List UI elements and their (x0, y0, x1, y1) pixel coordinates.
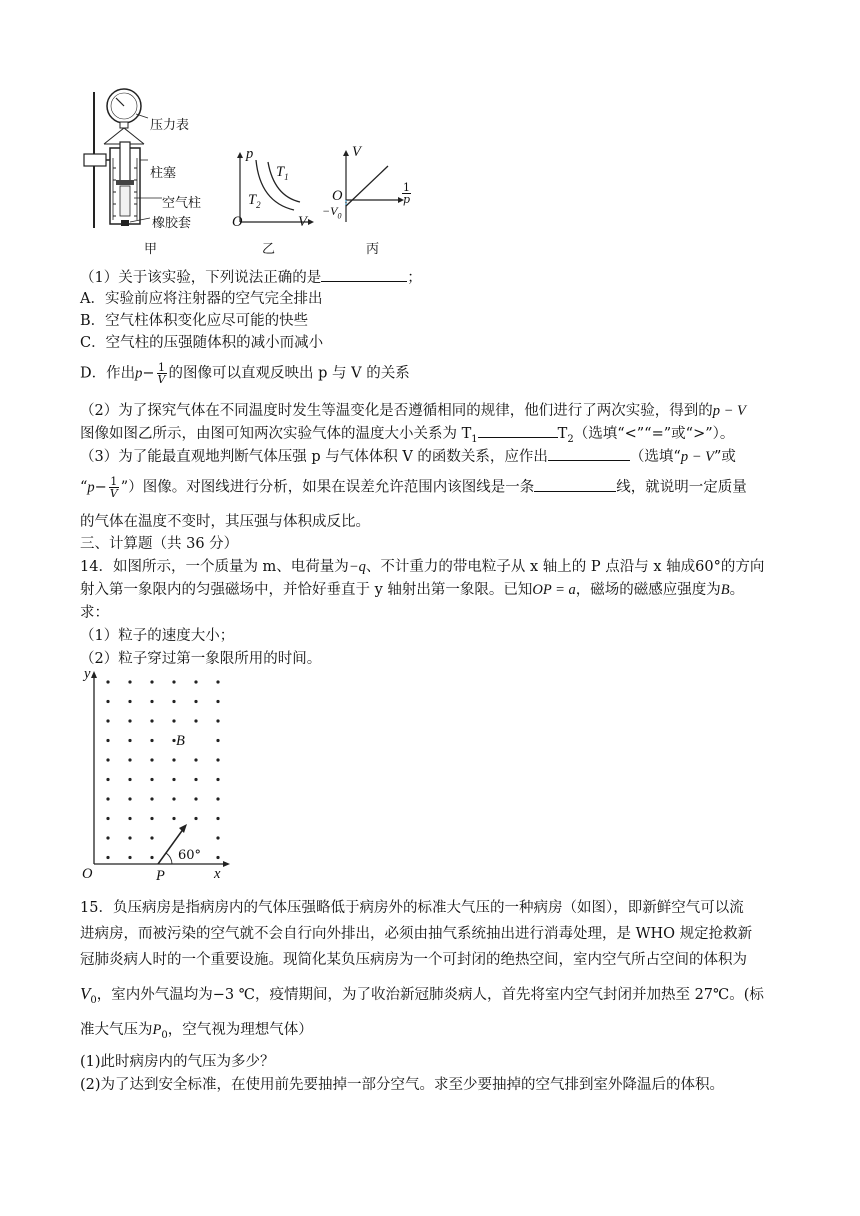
q13-option-a: A．实验前应将注射器的空气完全排出 (80, 291, 323, 307)
field-dot (150, 719, 153, 722)
field-dot (216, 817, 219, 820)
label-air-column: 空气柱 (162, 196, 202, 211)
q15-question1: (1)此时病房内的气压为多少？ (80, 1054, 275, 1070)
field-dot (194, 680, 197, 683)
field-dot (172, 700, 175, 703)
pv-t1-label: $T_1$ (276, 164, 289, 182)
q13-part1: （1）关于该实验，下列说法正确的是 ； (80, 267, 422, 288)
field-dot (150, 856, 153, 859)
field-dot (194, 758, 197, 761)
field-dot (172, 680, 175, 683)
field-dot (216, 739, 219, 742)
field-dot (106, 758, 109, 761)
q15-question2: (2)为了达到安全标准，在使用前先要抽掉一部分空气。求至少要抽掉的空气排到室外降温后的体积。 (80, 1077, 725, 1093)
field-dot (150, 836, 153, 839)
fig-b-label: B (176, 733, 185, 749)
field-dot (106, 700, 109, 703)
label-piston: 柱塞 (150, 166, 177, 181)
field-dot (106, 680, 109, 683)
fig-x-label: x (214, 866, 221, 882)
pv-origin: O (232, 214, 243, 230)
field-dot (194, 719, 197, 722)
field-dot (128, 680, 131, 683)
q13-option-d: D．作出p− $\frac{1}{V}$ 的图像可以直观反映出 p 与 V 的关系 (80, 361, 410, 386)
q14-question2: （2）粒子穿过第一象限所用的时间。 (80, 651, 322, 667)
field-dot (216, 719, 219, 722)
q15-line2: 进病房，而被污染的空气就不会自行向外排出，必须由抽气系统抽出进行消毒处理，是 WHO 规定抢救新 (80, 926, 753, 942)
field-dot (150, 680, 153, 683)
q13-part3-line1: （3）为了能最直观地判断气体压强 p 与气体体积 V 的函数关系，应作出 （选填“p − V”或 (80, 446, 736, 467)
field-dot (216, 700, 219, 703)
field-dot (128, 778, 131, 781)
field-dot (128, 719, 131, 722)
field-dot (194, 778, 197, 781)
fig-y-label: y (84, 666, 91, 682)
field-dot (128, 739, 131, 742)
field-dot (128, 856, 131, 859)
q15-line1: 15．负压病房是指病房内的气体压强略低于病房外的标准大气压的一种病房（如图），即新鲜空气可以流 (80, 900, 744, 916)
q13-part2-line2: 图像如图乙所示，由图可知两次实验气体的温度大小关系为 $T_1$ $T_2$（选填“<”“=”或“>”）。 (80, 423, 734, 450)
field-dot (172, 758, 175, 761)
q15-line5: 准大气压为$P_0$，空气视为理想气体） (80, 1022, 313, 1041)
field-dot (216, 797, 219, 800)
field-dot (106, 836, 109, 839)
q14-line1: 14．如图所示，一个质量为 m、电荷量为−q、不计重力的带电粒子从 x 轴上的 P 点沿与 x 轴成60°的方向 (80, 559, 765, 575)
q15-line3: 冠肺炎病人时的一个重要设施。现简化某负压病房为一个可封闭的绝热空间，室内空气所占空间的体积为 (80, 952, 747, 968)
q15-line4: $V_0$，室内外气温均为−3 ℃，疫情期间，为了收治新冠肺炎病人，首先将室内空气封闭并加热至 27℃。(标 (80, 984, 764, 1006)
q13-part3-line3: 的气体在温度不变时，其压强与体积成反比。 (80, 514, 370, 530)
vp-neg-v0: $-V_0$ (322, 204, 342, 221)
label-rubber-cap: 橡胶套 (152, 216, 192, 231)
field-dot (172, 778, 175, 781)
field-dot (150, 817, 153, 820)
field-dot (128, 700, 131, 703)
field-dot (128, 817, 131, 820)
field-dot (172, 817, 175, 820)
field-dot (106, 739, 109, 742)
field-dot (128, 797, 131, 800)
pv-axis-p: p (246, 146, 254, 162)
q14-question1: （1）粒子的速度大小； (80, 628, 235, 644)
q13-part2-line1: （2）为了探究气体在不同温度时发生等温变化是否遵循相同的规律，他们进行了两次实验，得到的p − V (80, 403, 746, 419)
field-dot (172, 719, 175, 722)
caption-jia: 甲 (144, 242, 158, 257)
field-dot (216, 836, 219, 839)
field-dot (106, 856, 109, 859)
q14-line2: 射入第一象限内的匀强磁场中，并恰好垂直于 y 轴射出第一象限。已知OP = a，磁场的磁感应强度为B。 (80, 582, 745, 598)
fig-p-label: P (156, 868, 165, 884)
q13-option-c: C．空气柱的压强随体积的减小而减小 (80, 335, 324, 351)
field-dot (194, 817, 197, 820)
q14-line3: 求： (80, 605, 109, 621)
field-dot (128, 836, 131, 839)
figure-row (70, 88, 430, 258)
field-dot (150, 700, 153, 703)
field-dots (106, 680, 219, 859)
field-dot (150, 739, 153, 742)
field-dot (216, 778, 219, 781)
field-dot (172, 797, 175, 800)
vp-axis-inverse-p: $\frac{1}{p}$ (403, 181, 411, 206)
field-dot (150, 778, 153, 781)
field-dot (216, 856, 219, 859)
vp-origin: O (332, 188, 343, 204)
field-dot (106, 817, 109, 820)
section-heading: 三、计算题（共 36 分） (80, 536, 239, 552)
field-dot (216, 758, 219, 761)
caption-yi: 乙 (262, 242, 276, 257)
q13-part3-line2: “p− $\frac{1}{V}$ ”）图像。对图线进行分析，如果在误差允许范围内该图线是一条 线，就说明一定质量 (80, 475, 747, 500)
field-dot (194, 700, 197, 703)
field-dot (106, 797, 109, 800)
field-dot (106, 778, 109, 781)
fig-angle-label: 60° (178, 848, 202, 863)
vp-axis-v: V (352, 144, 361, 160)
pv-axis-v: V (298, 214, 307, 230)
q13-option-b: B．空气柱体积变化应尽可能的快些 (80, 313, 309, 329)
magnetic-field-figure (80, 668, 240, 882)
field-dot (106, 719, 109, 722)
field-dot (216, 680, 219, 683)
field-dot (128, 758, 131, 761)
field-dot (194, 797, 197, 800)
caption-bing: 丙 (366, 242, 380, 257)
fig-origin-label: O (82, 866, 93, 882)
field-dot (150, 758, 153, 761)
pv-t2-label: $T_2$ (248, 192, 261, 210)
label-gauge: 压力表 (150, 118, 190, 133)
field-dot (150, 797, 153, 800)
